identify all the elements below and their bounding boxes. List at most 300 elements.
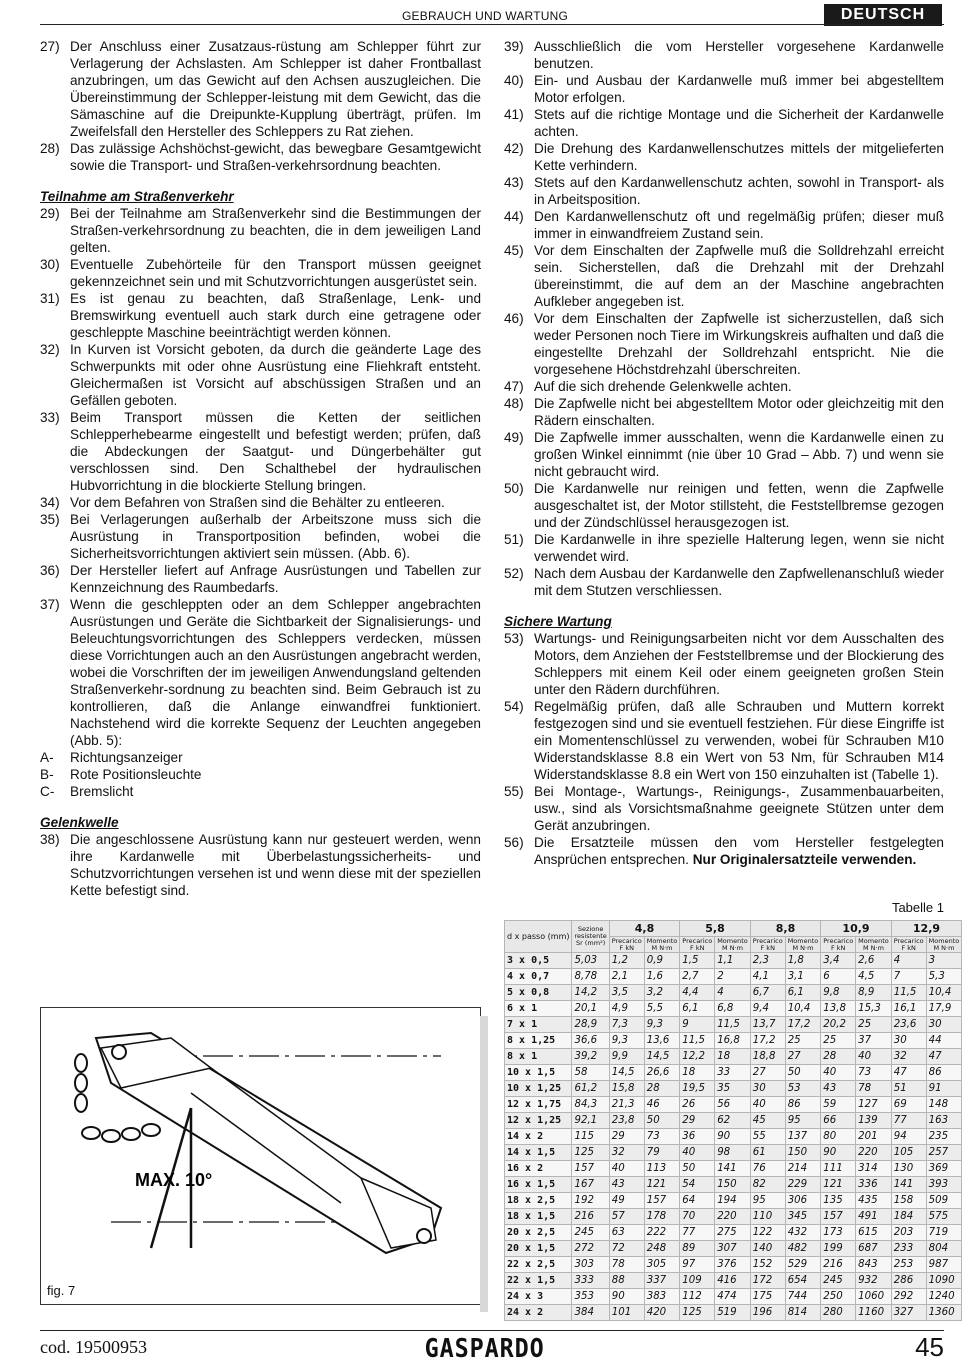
table-cell: 214: [785, 1161, 821, 1177]
bolt-size-cell: 22 x 1,5: [505, 1273, 572, 1289]
table-cell: 1360: [926, 1305, 962, 1321]
table-cell: 2,6: [856, 953, 892, 969]
list-item: [40, 38, 481, 140]
table-cell: 25: [785, 1033, 821, 1049]
bolt-size-cell: 12 x 1,75: [505, 1097, 572, 1113]
table-cell: 11,5: [715, 1017, 751, 1033]
table-cell: 32: [891, 1049, 926, 1065]
item-text: Eventuelle Zubehörteile für den Transport müssen geeignet gekennzeichnet sein und mit Schutzvorrichtungen ausgerüstet sein.: [70, 257, 481, 289]
list-item: [504, 38, 944, 72]
table-cell: 932: [856, 1273, 892, 1289]
item-number: 45): [504, 243, 524, 258]
list-item: [40, 409, 481, 494]
table-cell: 222: [644, 1225, 680, 1241]
table-cell: 420: [644, 1305, 680, 1321]
class-header: 5,8: [680, 921, 750, 937]
table-row: [505, 985, 962, 1001]
table-cell: 125: [572, 1145, 609, 1161]
table-cell: 719: [926, 1225, 962, 1241]
list-item: [40, 290, 481, 341]
table-cell: 40: [680, 1145, 715, 1161]
table-cell: 17,2: [750, 1033, 785, 1049]
table-cell: 29: [680, 1113, 715, 1129]
table-row: [505, 1305, 962, 1321]
sub-header: Precarico F kN: [891, 937, 926, 953]
list-item: [40, 562, 481, 596]
table-cell: 337: [644, 1273, 680, 1289]
table-cell: 33: [715, 1065, 751, 1081]
table-cell: 157: [821, 1209, 856, 1225]
table-cell: 13,8: [821, 1001, 856, 1017]
table-cell: 27: [785, 1049, 821, 1065]
table-cell: 482: [785, 1241, 821, 1257]
table-cell: 19,5: [680, 1081, 715, 1097]
table-cell: 416: [715, 1273, 751, 1289]
right-column: [504, 38, 944, 868]
table-cell: 115: [572, 1129, 609, 1145]
item-number: 27): [40, 39, 60, 54]
table-cell: 109: [680, 1273, 715, 1289]
table-cell: 63: [609, 1225, 644, 1241]
table-row: [505, 1017, 962, 1033]
table-cell: 173: [821, 1225, 856, 1241]
item-text: Das zulässige Achshöchst-gewicht, das bewegbare Gesamtgewicht sowie die Transport- und Straßen-verkehrsordnung beachten.: [70, 141, 481, 173]
list-item: [40, 749, 481, 766]
table-cell: 16,1: [891, 1001, 926, 1017]
table-row: [505, 1113, 962, 1129]
table-cell: 97: [680, 1257, 715, 1273]
bolt-size-cell: 5 x 0,8: [505, 985, 572, 1001]
table-cell: 89: [680, 1241, 715, 1257]
sub-header: Momento M N·m: [856, 937, 892, 953]
table-cell: 35: [715, 1081, 751, 1097]
item-text: Bei Montage-, Wartungs-, Reinigungs-, Zusammenbauarbeiten, usw., sind als Vorsichtsmaßnahme geeignete Stützen unter dem Gerät anzubringen.: [534, 784, 944, 833]
table-cell: 16,8: [715, 1033, 751, 1049]
table-cell: 814: [785, 1305, 821, 1321]
table-cell: 73: [856, 1065, 892, 1081]
table-cell: 4,5: [856, 969, 892, 985]
table-cell: 26,6: [644, 1065, 680, 1081]
table-row: [505, 1129, 962, 1145]
bolt-size-cell: 6 x 1: [505, 1001, 572, 1017]
item-text: In Kurven ist Vorsicht geboten, da durch die geänderte Lage des Schwerpunkts mit oder ohne Ausrüstung eine Fliehkraft entsteht. Gleichermaßen ist Vorsicht auf abschüssigen Straßen und an Gefällen geboten.: [70, 342, 481, 408]
table-cell: 90: [821, 1145, 856, 1161]
table-cell: 6: [821, 969, 856, 985]
table-row: [505, 969, 962, 985]
item-text: Vor dem Befahren von Straßen sind die Behälter zu entleeren.: [70, 495, 445, 510]
table-cell: 13,6: [644, 1033, 680, 1049]
table-cell: 141: [891, 1177, 926, 1193]
table-cell: 25: [821, 1033, 856, 1049]
item-text: Stets auf den Kardanwellenschutz achten, sowohl in Transport- als in Arbeitsposition.: [534, 175, 944, 207]
table-cell: 11,5: [891, 985, 926, 1001]
table-cell: 61: [750, 1145, 785, 1161]
list-item: [504, 174, 944, 208]
item-text: Die Kardanwelle nur reinigen und fetten, wenn die Zapfwelle ausgeschaltet ist, der Motor stillsteht, die Feststellbremse gezogen und der Zündschlüssel herausgezogen ist.: [534, 481, 944, 530]
table-cell: 122: [750, 1225, 785, 1241]
table-cell: 529: [785, 1257, 821, 1273]
table-cell: 6,1: [785, 985, 821, 1001]
table-row: [505, 1273, 962, 1289]
table-cell: 57: [609, 1209, 644, 1225]
item-text: Der Anschluss einer Zusatzaus-rüstung am Schlepper führt zur Verlagerung der Achslasten. Am Schlepper ist daher Frontballast anzubringen, um das Gewicht auf den Achsen auszugleichen. Die Übereinstimmung der Schlepper-leistung mit dem Gewicht, das die Sämaschine auf die Dreipunkte-Kupplung überträgt, prüfen. Im Zweifelsfall den Hersteller des Schleppers zu Rat ziehen.: [70, 39, 481, 139]
table-cell: 1,2: [609, 953, 644, 969]
list-item: [504, 72, 944, 106]
table-row: [505, 1257, 962, 1273]
bolt-size-cell: 22 x 2,5: [505, 1257, 572, 1273]
bolt-size-cell: 14 x 1,5: [505, 1145, 572, 1161]
table-row: [505, 1145, 962, 1161]
bolt-size-cell: 7 x 1: [505, 1017, 572, 1033]
table-cell: 80: [821, 1129, 856, 1145]
item-number: B-: [40, 767, 54, 782]
document-code: cod. 19500953: [40, 1337, 147, 1357]
item-text: Der Hersteller liefert auf Anfrage Ausrüstungen und Tabellen zur Kennzeichnung des Raumbedarfs.: [70, 563, 481, 595]
table-cell: 23,8: [609, 1113, 644, 1129]
table-cell: 336: [856, 1177, 892, 1193]
table-cell: 49: [609, 1193, 644, 1209]
class-header: 8,8: [750, 921, 820, 937]
table-cell: 76: [750, 1161, 785, 1177]
item-number: 33): [40, 410, 60, 425]
table-cell: 9,3: [609, 1033, 644, 1049]
table-cell: 84,3: [572, 1097, 609, 1113]
table-cell: 28,9: [572, 1017, 609, 1033]
table-cell: 18,8: [750, 1049, 785, 1065]
table-cell: 54: [680, 1177, 715, 1193]
table-cell: 280: [821, 1305, 856, 1321]
item-number: A-: [40, 750, 54, 765]
list-item: [504, 395, 944, 429]
item-text: Die Zapfwelle immer ausschalten, wenn die Kardanwelle einen zu großen Winkel einnimmt (nie über 10 Grad – Abb. 7) und wenn sie nicht gebraucht wird.: [534, 430, 944, 479]
table-cell: 78: [609, 1257, 644, 1273]
list-item: [504, 783, 944, 834]
sub-header: Momento M N·m: [644, 937, 680, 953]
table-cell: 18: [680, 1065, 715, 1081]
table-cell: 79: [644, 1145, 680, 1161]
table-cell: 78: [856, 1081, 892, 1097]
table-cell: 30: [750, 1081, 785, 1097]
sub-header: Momento M N·m: [785, 937, 821, 953]
brand-logo: GASPARDO: [424, 1334, 545, 1364]
table-cell: 201: [856, 1129, 892, 1145]
table-cell: 4: [715, 985, 751, 1001]
table-cell: 275: [715, 1225, 751, 1241]
table-cell: 4,9: [609, 1001, 644, 1017]
table-cell: 45: [750, 1113, 785, 1129]
table-cell: 7: [891, 969, 926, 985]
table-cell: 9: [680, 1017, 715, 1033]
item-number: 42): [504, 141, 524, 156]
table-cell: 184: [891, 1209, 926, 1225]
table-cell: 3: [926, 953, 962, 969]
list-item: [40, 140, 481, 174]
item-number: 47): [504, 379, 524, 394]
item-text: Bremslicht: [70, 784, 134, 799]
item-text: Vor dem Einschalten der Zapfwelle muß die Solldrehzahl erreicht sein. Sicherstellen, daß die Drehzahl mit der Drehzahl übereinstimmt, die auf dem an der Maschine angebrachten Aufkleber angegeben ist.: [534, 243, 944, 309]
table-cell: 66: [821, 1113, 856, 1129]
item-number: 56): [504, 835, 524, 850]
table-cell: 73: [644, 1129, 680, 1145]
table-cell: 14,5: [644, 1049, 680, 1065]
table-cell: 29: [609, 1129, 644, 1145]
table-cell: 157: [572, 1161, 609, 1177]
footer-divider: [40, 1330, 944, 1331]
table-cell: 744: [785, 1289, 821, 1305]
table-cell: 112: [680, 1289, 715, 1305]
table-cell: 11,5: [680, 1033, 715, 1049]
table-cell: 203: [891, 1225, 926, 1241]
bolt-size-cell: 16 x 2: [505, 1161, 572, 1177]
table-cell: 2,7: [680, 969, 715, 985]
table-cell: 40: [609, 1161, 644, 1177]
item-number: 36): [40, 563, 60, 578]
table-cell: 14,2: [572, 985, 609, 1001]
table-row: [505, 1289, 962, 1305]
table-cell: 384: [572, 1305, 609, 1321]
drive-shaft-icon: [96, 1033, 441, 1253]
list-item: [40, 783, 481, 800]
table-cell: 150: [715, 1177, 751, 1193]
item-number: 39): [504, 39, 524, 54]
table-cell: 333: [572, 1273, 609, 1289]
table-cell: 152: [750, 1257, 785, 1273]
item-text: Wartungs- und Reinigungsarbeiten nicht vor dem Ausschalten des Motors, dem Anziehen der Feststellbremse und der Blockierung des Schleppers mit einem Keil oder einem geeigneten großen Stein unter den Rädern durchführen.: [534, 631, 944, 697]
table-cell: 43: [821, 1081, 856, 1097]
table-cell: 5,5: [644, 1001, 680, 1017]
bolt-size-cell: 18 x 1,5: [505, 1209, 572, 1225]
table-cell: 272: [572, 1241, 609, 1257]
table-cell: 59: [821, 1097, 856, 1113]
table-cell: 55: [750, 1129, 785, 1145]
table-cell: 250: [821, 1289, 856, 1305]
figure-label: fig. 7: [47, 1283, 76, 1298]
table-cell: 229: [785, 1177, 821, 1193]
table-cell: 1,8: [785, 953, 821, 969]
item-number: 43): [504, 175, 524, 190]
bolt-size-cell: 18 x 2,5: [505, 1193, 572, 1209]
table-cell: 69: [891, 1097, 926, 1113]
table-row: [505, 1049, 962, 1065]
list-item: [40, 341, 481, 409]
list-item: [504, 698, 944, 783]
table-cell: 105: [891, 1145, 926, 1161]
table-cell: 369: [926, 1161, 962, 1177]
table-cell: 474: [715, 1289, 751, 1305]
table-cell: 3,4: [821, 953, 856, 969]
bolt-size-cell: 10 x 1,5: [505, 1065, 572, 1081]
table-cell: 175: [750, 1289, 785, 1305]
table-cell: 178: [644, 1209, 680, 1225]
table-row: [505, 1209, 962, 1225]
item-number: 38): [40, 832, 60, 847]
table-cell: 125: [680, 1305, 715, 1321]
table-cell: 491: [856, 1209, 892, 1225]
table-cell: 1060: [856, 1289, 892, 1305]
table-cell: 1240: [926, 1289, 962, 1305]
item-text: Wenn die geschleppten oder an dem Schlepper angebrachten Ausrüstungen und Geräte die Sichtbarkeit der Signalisierungs- und Beleuchtungsvorrichtungen des Schleppers verdecken, müssen diese Vorrichtungen auch an den Ausrüstungen angebracht werden, wobei die Vorschriften der im jeweiligen Anwendungsland geltenden Straßenverkehr-sordnung zu beachten sind. Beim Gebrauch ist zu kontrollieren, daß die Anlange einwandfrei funktioniert. Nachstehend wird die korrekte Sequenz der Leuchten angegeben (Abb. 5):: [70, 597, 481, 748]
table-cell: 509: [926, 1193, 962, 1209]
sub-header: Momento M N·m: [926, 937, 962, 953]
item-text: Vor dem Einschalten der Zapfwelle ist sicherzustellen, daß sich weder Personen noch Tiere im Wirkungskreis aufhalten und daß die eingestellte Drehzahl der Solldrehzahl entspricht. Nie die vorgesehene Höchstdrehzahl überschreiten.: [534, 311, 944, 377]
table-cell: 56: [715, 1097, 751, 1113]
table-row: [505, 1177, 962, 1193]
table-cell: 216: [572, 1209, 609, 1225]
table-cell: 9,4: [750, 1001, 785, 1017]
bolt-size-cell: 16 x 1,5: [505, 1177, 572, 1193]
list-item: [40, 511, 481, 562]
table-row: [505, 1241, 962, 1257]
table-cell: 257: [926, 1145, 962, 1161]
table-cell: 30: [891, 1033, 926, 1049]
table-cell: 6,7: [750, 985, 785, 1001]
table-cell: 2: [715, 969, 751, 985]
table-cell: 23,6: [891, 1017, 926, 1033]
table-cell: 20,1: [572, 1001, 609, 1017]
table-cell: 345: [785, 1209, 821, 1225]
list-item: [504, 310, 944, 378]
sub-header: Momento M N·m: [715, 937, 751, 953]
table-cell: 1,1: [715, 953, 751, 969]
item-text: Die Zapfwelle nicht bei abgestelltem Motor oder gleichzeitig mit den Rädern einschalten.: [534, 396, 944, 428]
item-text: Stets auf die richtige Montage und die Sicherheit der Kardanwelle achten.: [534, 107, 944, 139]
col-section-header: Sezione resistente Sr (mm²): [572, 921, 609, 953]
table-cell: 987: [926, 1257, 962, 1273]
table-cell: 27: [750, 1065, 785, 1081]
list-item: [40, 205, 481, 256]
table-cell: 2,1: [609, 969, 644, 985]
table-cell: 2,3: [750, 953, 785, 969]
col-size-header: d x passo (mm): [505, 921, 572, 953]
table-cell: 196: [750, 1305, 785, 1321]
table-cell: 37: [856, 1033, 892, 1049]
table-cell: 158: [891, 1193, 926, 1209]
table-cell: 687: [856, 1241, 892, 1257]
table-cell: 393: [926, 1177, 962, 1193]
list-item: [40, 596, 481, 749]
item-text: Die Ersatzteile müssen den vom Hersteller festgelegten Ansprüchen entsprechen. Nur Originalersatzteile verwenden.: [534, 835, 944, 867]
list-item: [40, 831, 481, 899]
item-number: 37): [40, 597, 60, 612]
table-row: [505, 1065, 962, 1081]
item-number: 48): [504, 396, 524, 411]
bolt-size-cell: 4 x 0,7: [505, 969, 572, 985]
table-cell: 233: [891, 1241, 926, 1257]
table-cell: 17,2: [785, 1017, 821, 1033]
sub-header: Precarico F kN: [609, 937, 644, 953]
table-cell: 7,3: [609, 1017, 644, 1033]
table-cell: 5,3: [926, 969, 962, 985]
table-cell: 121: [821, 1177, 856, 1193]
table-cell: 88: [609, 1273, 644, 1289]
list-item: [504, 106, 944, 140]
item-number: 35): [40, 512, 60, 527]
table-cell: 383: [644, 1289, 680, 1305]
bolt-spec-table: [504, 920, 962, 1321]
table-cell: 28: [821, 1049, 856, 1065]
table-cell: 8,9: [856, 985, 892, 1001]
table-cell: 94: [891, 1129, 926, 1145]
table-cell: 139: [856, 1113, 892, 1129]
table-cell: 292: [891, 1289, 926, 1305]
item-text: Bei der Teilnahme am Straßenverkehr sind die Bestimmungen der Straßen-verkehrsordnung zu beachten, die in dem jeweiligen Land gelten.: [70, 206, 481, 255]
item-number: 53): [504, 631, 524, 646]
table-cell: 9,3: [644, 1017, 680, 1033]
item-text: Ausschließlich die vom Hersteller vorgesehene Kardanwelle benutzen.: [534, 39, 944, 71]
table-cell: 86: [926, 1065, 962, 1081]
table-cell: 3,5: [609, 985, 644, 1001]
item-number: 52): [504, 566, 524, 581]
class-header: 12,9: [891, 921, 961, 937]
table-cell: 44: [926, 1033, 962, 1049]
item-text: Die angeschlossene Ausrüstung kann nur gesteuert werden, wenn ihre Kardanwelle mit Überbelastungssicherheits- und Schutzvorrichtungen versehen ist und wenn diese mit der speziellen Kette befestigt sind.: [70, 832, 481, 898]
table-cell: 26: [680, 1097, 715, 1113]
table-row: [505, 1225, 962, 1241]
item-text: Nach dem Ausbau der Kardanwelle den Zapfwellenanschluß wieder mit dem Stutzen verschliessen.: [534, 566, 944, 598]
table-cell: 61,2: [572, 1081, 609, 1097]
item-number: C-: [40, 784, 55, 799]
item-text: Ein- und Ausbau der Kardanwelle muß immer bei abgestelltem Motor erfolgen.: [534, 73, 944, 105]
table-cell: 0,9: [644, 953, 680, 969]
table-cell: 150: [785, 1145, 821, 1161]
table-cell: 199: [821, 1241, 856, 1257]
table-cell: 135: [821, 1193, 856, 1209]
table-cell: 95: [750, 1193, 785, 1209]
table-cell: 30: [926, 1017, 962, 1033]
table-row: [505, 1081, 962, 1097]
table-cell: 432: [785, 1225, 821, 1241]
table-cell: 127: [856, 1097, 892, 1113]
bolt-size-cell: 24 x 3: [505, 1289, 572, 1305]
item-text: Die Kardanwelle in ihre spezielle Halterung legen, wenn sie nicht verwendet wird.: [534, 532, 944, 564]
table-cell: 12,2: [680, 1049, 715, 1065]
table-cell: 314: [856, 1161, 892, 1177]
table-cell: 286: [891, 1273, 926, 1289]
table-cell: 18: [715, 1049, 751, 1065]
table-cell: 6,1: [680, 1001, 715, 1017]
table-cell: 51: [891, 1081, 926, 1097]
table-cell: 20,2: [821, 1017, 856, 1033]
table-row: [505, 1193, 962, 1209]
item-number: 29): [40, 206, 60, 221]
table-cell: 4,1: [750, 969, 785, 985]
table-label: Tabelle 1: [891, 900, 944, 915]
table-cell: 92,1: [572, 1113, 609, 1129]
table-row: [505, 1161, 962, 1177]
table-cell: 615: [856, 1225, 892, 1241]
table-cell: 194: [715, 1193, 751, 1209]
table-cell: 306: [785, 1193, 821, 1209]
list-item: [504, 531, 944, 565]
list-item: [504, 208, 944, 242]
item-number: 51): [504, 532, 524, 547]
table-cell: 9,8: [821, 985, 856, 1001]
table-cell: 1,5: [680, 953, 715, 969]
item-text: Auf die sich drehende Gelenkwelle achten.: [534, 379, 792, 394]
list-item: [504, 480, 944, 531]
table-cell: 141: [715, 1161, 751, 1177]
table-cell: 111: [821, 1161, 856, 1177]
table-cell: 6,8: [715, 1001, 751, 1017]
item-number: 41): [504, 107, 524, 122]
bolt-size-cell: 8 x 1,25: [505, 1033, 572, 1049]
table-cell: 235: [926, 1129, 962, 1145]
item-number: 55): [504, 784, 524, 799]
item-text: Regelmäßig prüfen, daß alle Schrauben und Muttern korrekt festgezogen sind und sie eventuell festziehen. Für diese Eingriffe ist ein Momentenschlüssel zu verwenden, wobei für Schrauben M10 Widerstandsklasse 8.8 ein Wert von 53 Nm, für Schrauben M14 Widerstandsklasse 8.8 ein Wert von 150 einzuhalten ist (Tabelle 1).: [534, 699, 944, 782]
table-cell: 4: [891, 953, 926, 969]
table-cell: 804: [926, 1241, 962, 1257]
table-cell: 303: [572, 1257, 609, 1273]
